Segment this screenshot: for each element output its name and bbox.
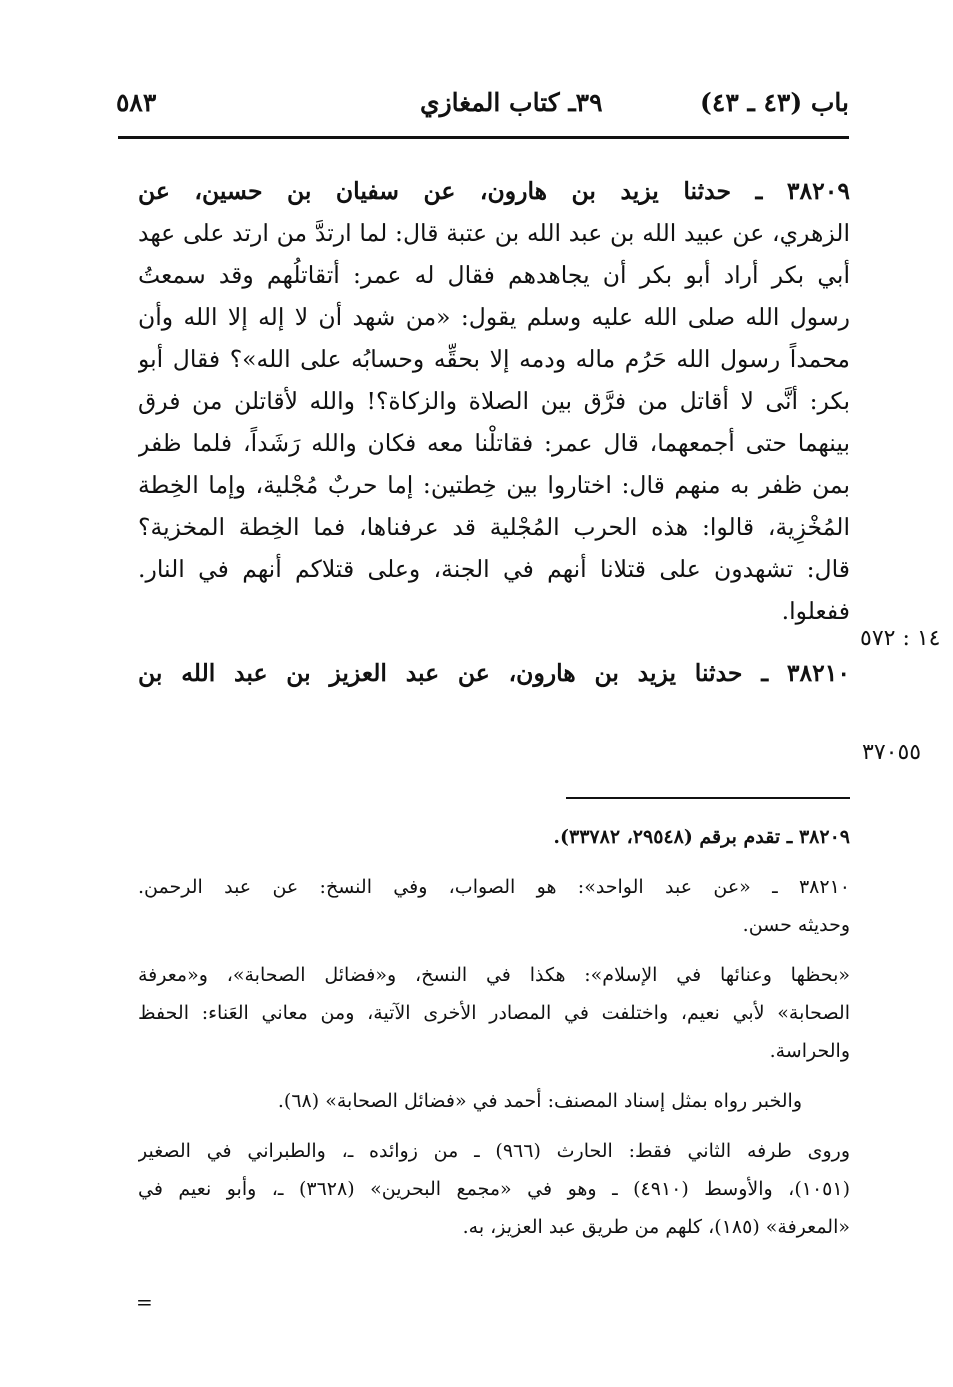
footnote-line: وحديثه حسن. [742,914,850,936]
main-text [138,170,850,694]
hadith-line: المُخْزِية، قالوا: هذه الحرب المُجْلية قد عرفناها، فما الخِطة المخزية؟ [138,513,850,541]
footnote-line: «بحظها وعنائها في الإسلام»: هكذا في النسخ، و«فضائل الصحابة»، و«معرفة [138,964,850,986]
chapter-reference: باب (٤٣ ـ ٤٣) [700,88,849,117]
hadith-line: أبي بكر أراد أبو بكر أن يجاهدهم فقال له عمر: أتقاتلُهم وقد سمعتُ [138,261,850,289]
hadith-line: محمداً رسول الله حَرُم ماله ودمه إلا بحقِّه وحسابُه على الله»؟ فقال أبو [138,345,850,373]
hadith-line: بينهما حتى أجمعهما، قال عمر: فقاتلْنا معه فكان والله رَشَداً، فلما ظفر [138,429,850,457]
footnote-line: (١٠٥١)، والأوسط (٤٩١٠) ـ وهو في «مجمع البحرين» (٣٦٢٨) ـ، وأبو نعيم في [138,1178,850,1200]
footnote-line: ٣٨٢١٠ ـ «عن عبد الواحد»: هو الصواب، وفي النسخ: عن عبد الرحمن. [138,876,850,898]
hadith-line: بكر: أنَّى لا أقاتل من فرَّق بين الصلاة والزكاة؟! والله لأقاتلن من فرق [138,387,850,415]
hadith-line: رسول الله صلى الله عليه وسلم يقول: «من شهد أن لا إله إلا الله وأن [138,303,850,331]
page-number: ٥٨٣ [116,88,157,117]
footnotes [138,818,850,1246]
running-title: ٣٩ـ كتاب المغازي [420,88,603,117]
header-rule [118,136,849,139]
footnote-separator [566,797,850,799]
footnote-line: الصحابة» لأبي نعيم، واختلفت في المصادر الأخرى الآتية، ومن معاني العَناء: الحفظ [138,1002,850,1024]
hadith-line: ٣٨٢١٠ ـ حدثنا يزيد بن هارون، عن عبد العزيز بن عبد الله بن [138,659,850,687]
footnote-line: «المعرفة» (١٨٥)، كلهم من طريق عبد العزيز، به. [462,1216,850,1238]
footnote-line: والحراسة. [769,1040,850,1062]
hadith-line: ٣٨٢٠٩ ـ حدثنا يزيد بن هارون، عن سفيان بن حسين، عن [138,177,850,205]
footnote-line: ٣٨٢٠٩ ـ تقدم برقم (٢٩٥٤٨، ٣٣٧٨٢). [553,826,850,848]
margin-reference: ١٤ : ٥٧٢ [860,626,941,651]
hadith-line: الزهري، عن عبيد الله بن عبد الله بن عتبة قال: لما ارتدَّ من ارتد على عهد [138,219,850,247]
hadith-line: بمن ظفر به منهم قال: اختاروا بين خِطتين: إما حربٌ مُجْلية، وإما الخِطة [138,471,850,499]
hadith-line: قال: تشهدون على قتلانا أنهم في الجنة، وعلى قتلاكم أنهم في النار. [138,555,850,583]
footnote-line: وروى طرفه الثاني فقط: الحارث (٩٦٦) ـ من زوائده ـ، والطبراني في الصغير [138,1140,850,1162]
footnote-line: والخبر رواه بمثل إسناد المصنف: أحمد في «فضائل الصحابة» (٦٨). [277,1090,802,1112]
continuation-mark: = [136,1290,153,1314]
margin-reference: ٣٧٠٥٥ [862,740,922,765]
hadith-line: ففعلوا. [781,597,850,625]
